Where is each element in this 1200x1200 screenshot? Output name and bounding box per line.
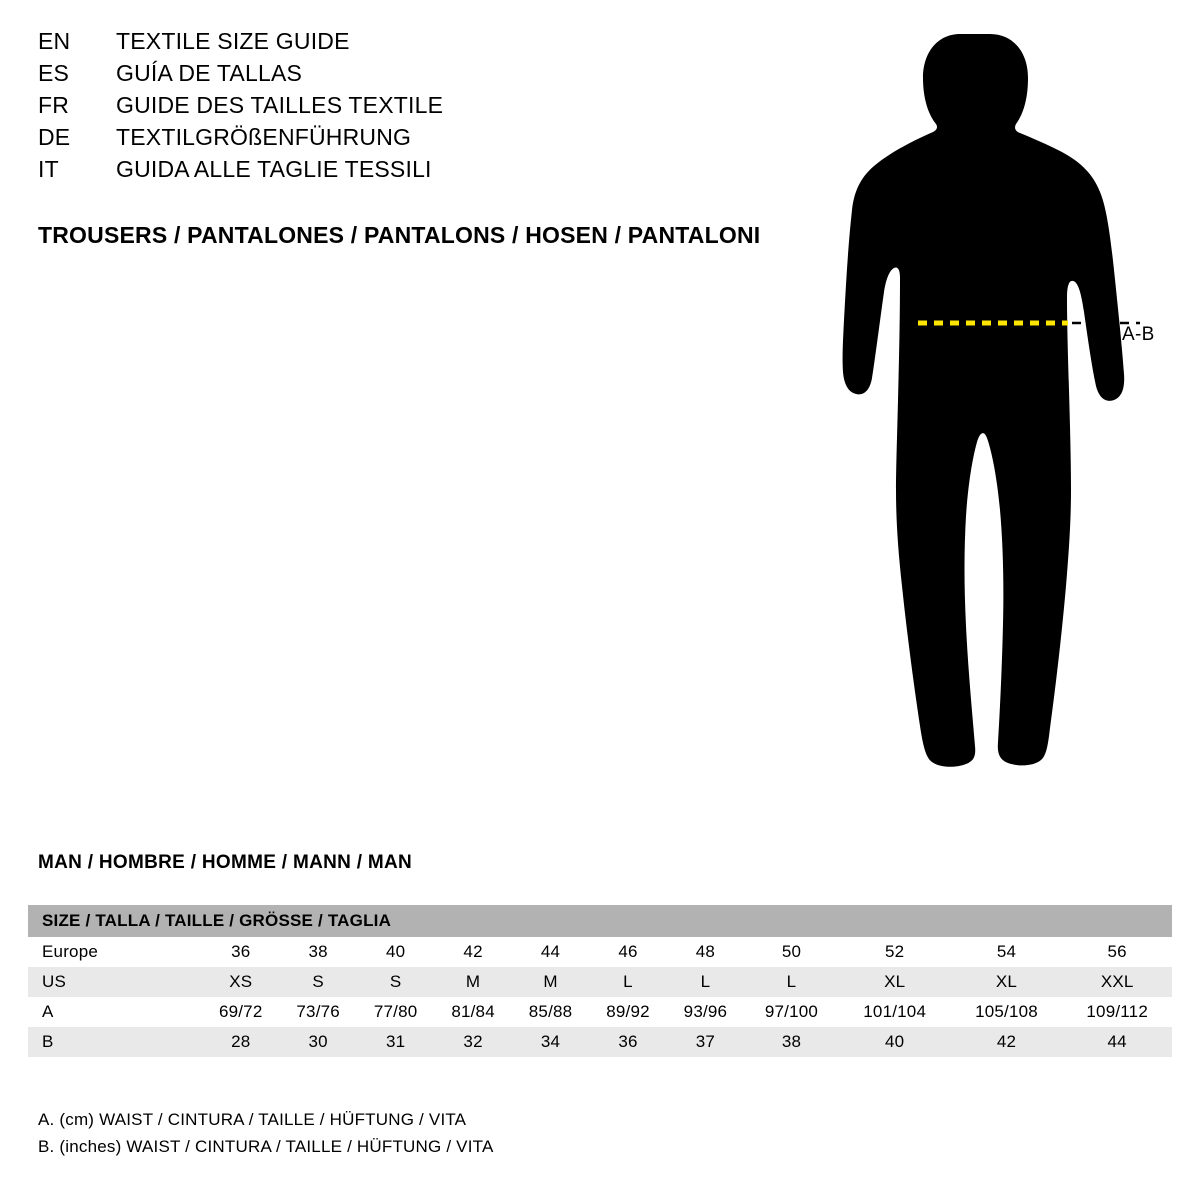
table-cell: 81/84 [451,1002,495,1021]
section-title-man: MAN / HOMBRE / HOMME / MANN / MAN [38,852,413,873]
size-table [28,905,1172,1057]
table-cell: 97/100 [764,1002,819,1021]
table-cell: 36 [618,1032,638,1051]
row-label: US [42,972,67,991]
table-cell: 109/112 [1086,1002,1148,1021]
table-header-label: SIZE / TALLA / TAILLE / GRÖSSE / TAGLIA [28,905,1172,937]
language-code: EN [38,28,71,54]
footnote-b: B. (inches) WAIST / CINTURA / TAILLE / HÜFTUNG / VITA [38,1137,494,1156]
language-row [38,156,798,188]
table-cell: 28 [231,1032,251,1051]
table-cell: XXL [1100,972,1134,991]
table-cell: 37 [695,1032,716,1051]
row-label: A [42,1002,54,1021]
language-row [38,92,798,124]
language-title: TEXTILE SIZE GUIDE [116,28,350,54]
table-row [28,967,1172,997]
table-cell: 42 [463,942,483,961]
table-cell: 69/72 [218,1002,263,1021]
language-title: TEXTILGRÖßENFÜHRUNG [116,124,412,150]
garment-type-line: TROUSERS / PANTALONES / PANTALONS / HOSEN / PANTALONI [38,222,761,248]
table-cell: S [389,972,402,991]
table-cell: 44 [1107,1032,1127,1051]
table-cell: 46 [618,942,638,961]
table-cell: 30 [308,1032,328,1051]
row-label: B [42,1032,54,1051]
table-cell: XL [884,972,906,991]
table-cell: 105/108 [975,1002,1038,1021]
table-cell: 54 [996,942,1017,961]
language-title: GUIDE DES TAILLES TEXTILE [116,92,444,118]
language-code: DE [38,124,71,150]
language-row [38,28,798,60]
table-cell: 36 [231,942,251,961]
measure-label-ab: A-B [1122,324,1155,345]
table-cell: M [465,972,481,991]
table-cell: 56 [1107,942,1127,961]
footnotes [38,1110,494,1164]
table-row [28,937,1172,967]
table-cell: M [543,972,558,991]
table-cell: 44 [540,942,561,961]
table-cell: 42 [996,1032,1017,1051]
row-label: Europe [42,942,99,961]
male-silhouette-icon [810,20,1190,810]
table-cell: 89/92 [606,1002,650,1021]
table-cell: L [700,972,711,991]
table-cell: 38 [781,1032,802,1051]
table-header-row [28,905,1172,937]
table-cell: L [623,972,633,991]
table-cell: S [312,972,324,991]
table-cell: XS [229,972,253,991]
language-code: FR [38,92,70,118]
table-row [28,1027,1172,1057]
table-row [28,997,1172,1027]
table-cell: 34 [540,1032,561,1051]
table-cell: 73/76 [296,1002,340,1021]
table-cell: 48 [695,942,716,961]
language-list [38,28,798,188]
table-cell: 38 [308,942,328,961]
table-cell: 85/88 [528,1002,573,1021]
language-code: IT [38,156,59,182]
footnote-a: A. (cm) WAIST / CINTURA / TAILLE / HÜFTUNG / VITA [38,1110,467,1129]
table-cell: 31 [385,1032,406,1051]
table-cell: 50 [781,942,802,961]
table-cell: 101/104 [863,1002,927,1021]
figure-illustration [810,20,1190,810]
language-row [38,124,798,156]
table-cell: 93/96 [683,1002,728,1021]
table-cell: 40 [885,1032,905,1051]
table-cell: 32 [463,1032,483,1051]
table-cell: 52 [885,942,905,961]
language-title: GUIDA ALLE TAGLIE TESSILI [116,156,432,182]
table-cell: 40 [385,942,406,961]
table-cell: XL [995,972,1018,991]
table-cell: 77/80 [373,1002,418,1021]
table-cell: L [786,972,797,991]
language-title: GUÍA DE TALLAS [116,60,303,86]
language-code: ES [38,60,70,86]
language-row [38,60,798,92]
